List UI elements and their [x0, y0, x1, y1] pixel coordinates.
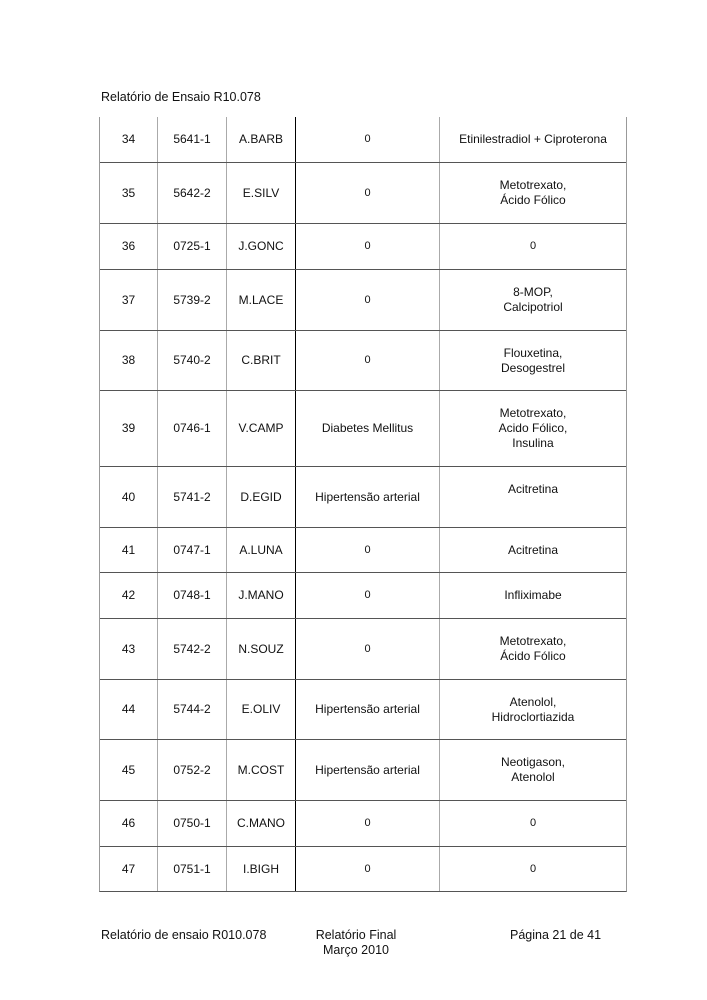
code-cell: 5744-2	[157, 680, 226, 739]
name-cell: E.SILV	[226, 163, 295, 223]
name-cell: N.SOUZ	[226, 619, 295, 679]
code-cell: 0748-1	[157, 573, 226, 618]
condition-cell: 0	[295, 163, 439, 223]
footer-date: Março 2010	[322, 943, 389, 957]
name-cell: M.LACE	[226, 270, 295, 330]
page-header: Relatório de Ensaio R10.078	[101, 90, 261, 104]
row-number-cell: 42	[121, 588, 136, 602]
medication-cell: 8-MOP, Calcipotriol	[439, 270, 626, 330]
code-cell: 0746-1	[157, 391, 226, 466]
row-number-cell: 41	[121, 542, 136, 557]
footer-page-number: Página 21 de 41	[510, 928, 602, 942]
footer-report-id: Relatório de ensaio R010.078	[101, 928, 267, 942]
condition-cell: 0	[295, 224, 439, 269]
medication-cell: 0	[439, 224, 626, 269]
table-row	[100, 466, 626, 527]
condition-cell: Hipertensão arterial	[295, 467, 439, 527]
code-cell: 0751-1	[157, 847, 226, 891]
table-row	[100, 117, 626, 162]
condition-cell: Diabetes Mellitus	[295, 391, 439, 466]
medication-cell: Metotrexato, Ácido Fólico	[439, 619, 626, 679]
code-cell: 5642-2	[157, 163, 226, 223]
table-row	[100, 846, 626, 891]
table-row	[100, 527, 626, 572]
row-number-cell: 37	[121, 292, 136, 307]
row-number-cell: 40	[121, 489, 136, 504]
table-row	[100, 739, 626, 800]
code-cell: 0752-2	[157, 740, 226, 800]
row-number-cell: 35	[121, 185, 136, 200]
medication-cell: Etinilestradiol + Ciproterona	[439, 117, 626, 162]
name-cell: M.COST	[226, 740, 295, 800]
medication-cell: 0	[439, 847, 626, 891]
row-number-cell: 36	[121, 239, 136, 253]
code-cell: 5739-2	[157, 270, 226, 330]
medication-cell: Neotigason, Atenolol	[439, 740, 626, 800]
code-cell: 5641-1	[157, 117, 226, 162]
row-number-cell: 39	[121, 421, 136, 435]
data-table	[99, 117, 627, 892]
medication-cell: 0	[439, 801, 626, 846]
name-cell: D.EGID	[226, 467, 295, 527]
medication-cell: Acitretina	[439, 528, 626, 572]
condition-cell: 0	[295, 847, 439, 891]
row-number-cell: 34	[121, 132, 136, 146]
table-row	[100, 618, 626, 679]
row-number-cell: 44	[121, 702, 136, 716]
name-cell: J.GONC	[226, 224, 295, 269]
condition-cell: 0	[295, 117, 439, 162]
condition-cell: 0	[295, 801, 439, 846]
row-number-cell: 38	[121, 353, 136, 367]
table-row	[100, 223, 626, 269]
name-cell: A.BARB	[226, 117, 295, 162]
condition-cell: 0	[295, 528, 439, 572]
code-cell: 0750-1	[157, 801, 226, 846]
row-number-cell: 43	[121, 641, 136, 656]
table-row	[100, 679, 626, 739]
table-row	[100, 269, 626, 330]
medication-cell: Infliximabe	[439, 573, 626, 618]
condition-cell: 0	[295, 270, 439, 330]
table-row	[100, 330, 626, 390]
medication-cell: Acitretina	[439, 467, 626, 527]
footer-report-type-label: Relatório Final	[315, 928, 397, 942]
code-cell: 5742-2	[157, 619, 226, 679]
condition-cell: 0	[295, 331, 439, 390]
table-row	[100, 800, 626, 846]
name-cell: J.MANO	[226, 573, 295, 618]
name-cell: V.CAMP	[226, 391, 295, 466]
medication-cell: Metotrexato, Ácido Fólico	[439, 163, 626, 223]
medication-cell: Atenolol, Hidroclortiazida	[439, 680, 626, 739]
name-cell: E.OLIV	[226, 680, 295, 739]
condition-cell: 0	[295, 619, 439, 679]
condition-cell: Hipertensão arterial	[295, 680, 439, 739]
table-row	[100, 390, 626, 466]
row-number-cell: 45	[121, 762, 136, 777]
code-cell: 0747-1	[157, 528, 226, 572]
row-number-cell: 46	[121, 816, 136, 830]
code-cell: 5740-2	[157, 331, 226, 390]
condition-cell: Hipertensão arterial	[295, 740, 439, 800]
name-cell: A.LUNA	[226, 528, 295, 572]
code-cell: 5741-2	[157, 467, 226, 527]
medication-cell: Flouxetina, Desogestrel	[439, 331, 626, 390]
table-row	[100, 162, 626, 223]
footer-report-type	[311, 928, 401, 958]
name-cell: I.BIGH	[226, 847, 295, 891]
medication-cell: Metotrexato, Acido Fólico, Insulina	[439, 391, 626, 466]
table-row	[100, 572, 626, 618]
row-number-cell: 47	[121, 861, 136, 876]
name-cell: C.BRIT	[226, 331, 295, 390]
name-cell: C.MANO	[226, 801, 295, 846]
condition-cell: 0	[295, 573, 439, 618]
code-cell: 0725-1	[157, 224, 226, 269]
